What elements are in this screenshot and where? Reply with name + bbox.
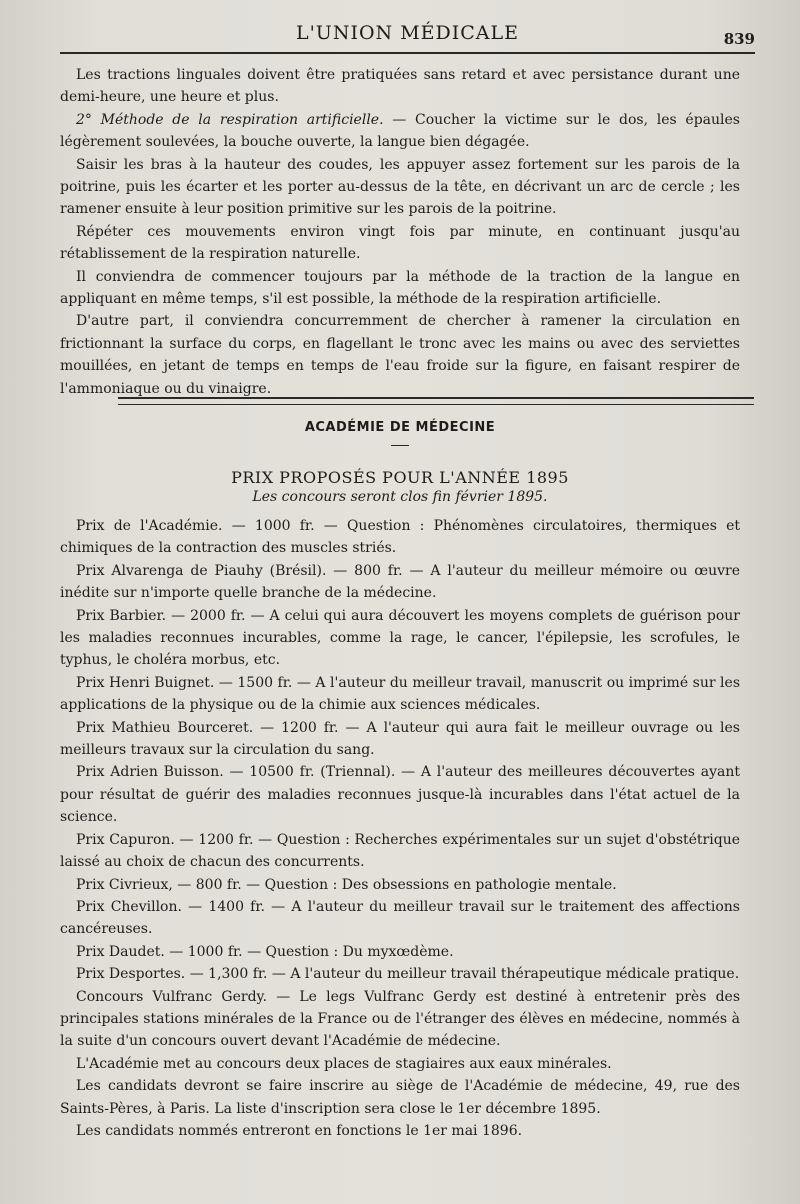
header-rule [60, 52, 755, 54]
section-heading [60, 420, 740, 446]
prize-item: Prix Daudet. — 1000 fr. — Question : Du myxœdème. [76, 943, 454, 960]
prize-item: Concours Vulfranc Gerdy. — Le legs Vulfranc Gerdy est destiné à entretenir près des principales stations minérales de la France ou de l'étranger des élèves en médecine, nommés à la suite d'un concours ouvert devant l'Académie de médecine. [60, 988, 740, 1050]
prize-item: Prix Henri Buignet. — 1500 fr. — A l'auteur du meilleur travail, manuscrit ou imprimé sur les applications de la physique ou de la chimie aux sciences médicales. [60, 674, 740, 714]
prize-item: Les candidats devront se faire inscrire au siège de l'Académie de médecine, 49, rue des Saints-Pères, à Paris. La liste d'inscription sera close le 1er décembre 1895. [60, 1078, 740, 1117]
prize-item: Les candidats nommés entreront en fonctions le 1er mai 1896. [76, 1122, 523, 1139]
method-text: — Coucher la victime sur le dos, les épaules légèrement soulevées, la bouche ouverte, la langue bien dégagée. [60, 111, 740, 151]
running-title: L'UNION MÉDICALE [295, 22, 520, 44]
prizes-heading [60, 468, 740, 505]
paragraph: Répéter ces mouvements environ vingt fois par minute, en continuant jusqu'au rétablissement de la respiration naturelle. [60, 223, 740, 263]
prize-item: Prix Mathieu Bourceret. — 1200 fr. — A l'auteur qui aura fait le meilleur ouvrage ou les meilleurs travaux sur la circulation du sang. [60, 719, 740, 759]
prize-item: Prix Adrien Buisson. — 10500 fr. (Triennal). — A l'auteur des meilleures découvertes ayant pour résultat de guérir des maladies reconnues jusque-là incurables dans l'état actuel de la science. [60, 764, 740, 826]
prize-item: L'Académie met au concours deux places de stagiaires aux eaux minérales. [76, 1055, 612, 1072]
prize-item: Prix de l'Académie. — 1000 fr. — Question : Phénomènes circulatoires, thermiques et chimiques de la contraction des muscles striés. [60, 518, 740, 557]
prize-item: Prix Civrieux, — 800 fr. — Question : Des obsessions en pathologie mentale. [76, 876, 617, 893]
section-title: ACADÉMIE DE MÉDECINE [304, 420, 496, 435]
paragraph: D'autre part, il conviendra concurremment de chercher à ramener la circulation en frictionnant la surface du corps, en flagellant le tronc avec les mains ou avec des serviettes mouillées, en jetant de temps en temps de l'eau froide sur la figure, en faisant respirer de l'ammoniaque ou du vinaigre. [60, 313, 740, 397]
paragraph: Saisir les bras à la hauteur des coudes, les appuyer assez fortement sur les parois de la poitrine, puis les écarter et les porter au-dessus de la tête, en décrivant un arc de cercle ; les ramener ensuite à leur position primitive sur les parois de la poitrine. [60, 156, 740, 218]
prize-item: Prix Alvarenga de Piauhy (Brésil). — 800 fr. — A l'auteur du meilleur mémoire ou œuvre inédite sur n'importe quelle branche de la médecine. [60, 562, 740, 602]
method-label: 2° Méthode de la respiration artificielle. [76, 111, 384, 128]
prizes-list [60, 515, 740, 1142]
section-divider [118, 397, 754, 405]
prizes-title: PRIX PROPOSÉS POUR L'ANNÉE 1895 [231, 468, 569, 487]
page-number: 839 [723, 30, 755, 48]
section-dash [391, 445, 409, 446]
page-header [60, 22, 755, 54]
prize-item: Prix Desportes. — 1,300 fr. — A l'auteur du meilleur travail thérapeutique médicale pratique. [76, 966, 740, 983]
paragraph: Les tractions linguales doivent être pratiquées sans retard et avec persistance durant une demi-heure, une heure et plus. [60, 67, 740, 106]
prize-item: Prix Capuron. — 1200 fr. — Question : Recherches expérimentales sur un sujet d'obstétrique laissé au choix de chacun des concurrents. [60, 831, 740, 871]
intro-text [60, 64, 740, 400]
paragraph [60, 109, 740, 154]
prizes-subtitle: Les concours seront clos fin février 1895. [252, 489, 548, 505]
prize-item: Prix Barbier. — 2000 fr. — A celui qui aura découvert les moyens complets de guérison pour les maladies reconnues incurables, comme la rage, le cancer, l'épilepsie, les scrofules, le typhus, le choléra morbus, etc. [60, 607, 740, 669]
paragraph: Il conviendra de commencer toujours par la méthode de la traction de la langue en appliquant en même temps, s'il est possible, la méthode de la respiration artificielle. [60, 268, 740, 308]
prize-item: Prix Chevillon. — 1400 fr. — A l'auteur du meilleur travail sur le traitement des affections cancéreuses. [60, 898, 740, 938]
